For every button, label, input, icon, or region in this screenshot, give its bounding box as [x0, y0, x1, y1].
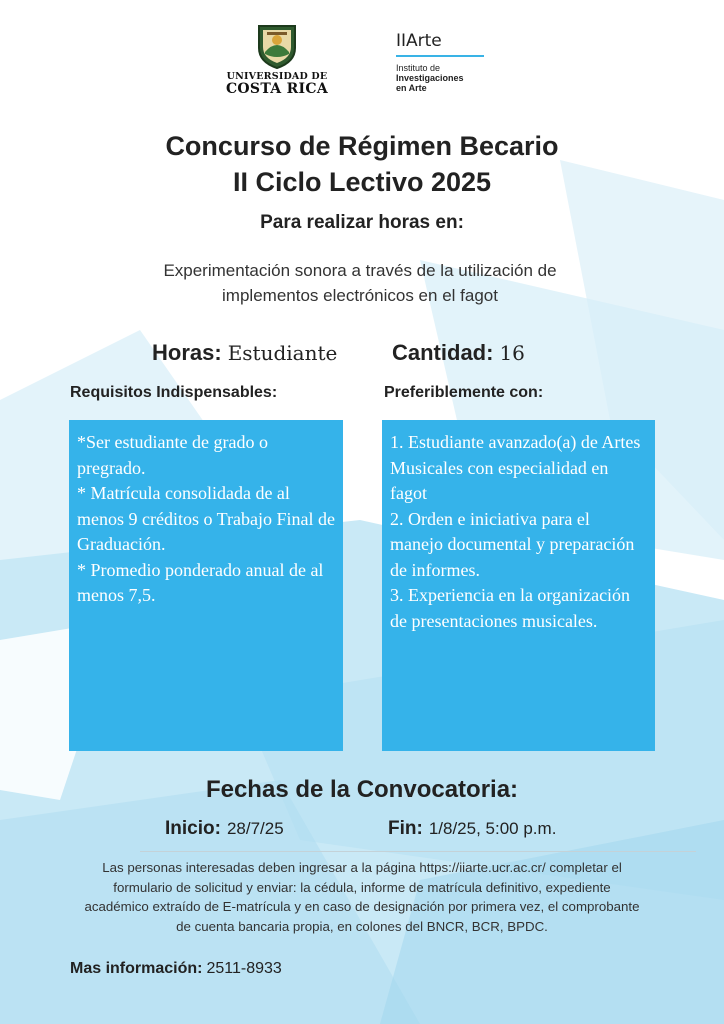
institute-sub1: Instituto de [396, 63, 441, 73]
hours-value: Estudiante [227, 341, 338, 365]
requirement-item: * Matrícula consolidada de al menos 9 créditos o Trabajo Final de Graduación. [77, 483, 335, 554]
hours-label: Horas: [152, 340, 222, 365]
page-subtitle: Para realizar horas en: [260, 212, 464, 233]
quantity-label: Cantidad: [392, 340, 494, 365]
preference-item: 2. Orden e iniciativa para el manejo documental y preparación de informes. [390, 508, 635, 580]
divider [140, 851, 696, 852]
start-date-label: Inicio: [165, 818, 221, 839]
notice-line4: de cuenta bancaria propia, en colones del BNCR, BCR, BPDC. [176, 918, 548, 934]
preference-item: 1. Estudiante avanzado(a) de Artes Musicales con especialidad en fagot [390, 432, 641, 503]
university-name-line2: COSTA RICA [225, 81, 329, 97]
preference-item: 3. Experiencia en la organización de presentaciones musicales. [390, 585, 631, 631]
start-date-value: 28/7/25 [226, 819, 284, 838]
notice-line2: formulario de solicitud y enviar: la cédula, informe de matrícula definitivo, expediente [113, 879, 611, 895]
end-date-label: Fin: [388, 818, 423, 839]
university-logo [222, 22, 332, 104]
notice-line3: académico extraído de E-matrícula y en caso de designación por primera vez, el comprobante [84, 899, 640, 914]
institute-sub3: en Arte [396, 83, 427, 93]
institute-name: IIArte [396, 31, 442, 51]
requirement-item: * Promedio ponderado anual de al menos 7,5. [77, 559, 324, 605]
topic-line2: implementos electrónicos en el fagot [222, 286, 498, 305]
topic-line1: Experimentación sonora a través de la utilización de [163, 261, 557, 280]
hours-quantity [392, 340, 525, 366]
application-notice [30, 858, 694, 936]
page-title: Concurso de Régimen Becario [165, 131, 559, 161]
start-date [165, 818, 284, 840]
end-date-value: 1/8/25, 5:00 p.m. [428, 819, 557, 838]
contact-label: Mas información: [70, 960, 203, 977]
end-date [388, 818, 556, 840]
notice-line1: Las personas interesadas deben ingresar a la página https://iiarte.ucr.ac.cr/ completar el [102, 860, 622, 875]
requirement-item: *Ser estudiante de grado o pregrado. [77, 432, 268, 478]
page-title-cycle: II Ciclo Lectivo 2025 [232, 167, 492, 197]
university-seal-icon [255, 22, 299, 70]
preferences-heading: Preferiblemente con: [384, 384, 544, 401]
institute-sub2: Investigaciones [396, 73, 464, 83]
university-name-line1: UNIVERSIDAD DE [226, 71, 328, 82]
contact-info [70, 960, 282, 978]
preferences-box [382, 420, 655, 751]
hours-type [152, 340, 337, 366]
requirements-box [69, 420, 343, 751]
institute-rule [396, 55, 484, 57]
dates-heading: Fechas de la Convocatoria: [205, 776, 519, 803]
contact-phone: 2511-8933 [206, 960, 282, 977]
topic-description [100, 258, 620, 308]
institute-logo [396, 31, 496, 93]
quantity-value: 16 [499, 341, 525, 365]
requirements-heading: Requisitos Indispensables: [70, 384, 278, 401]
